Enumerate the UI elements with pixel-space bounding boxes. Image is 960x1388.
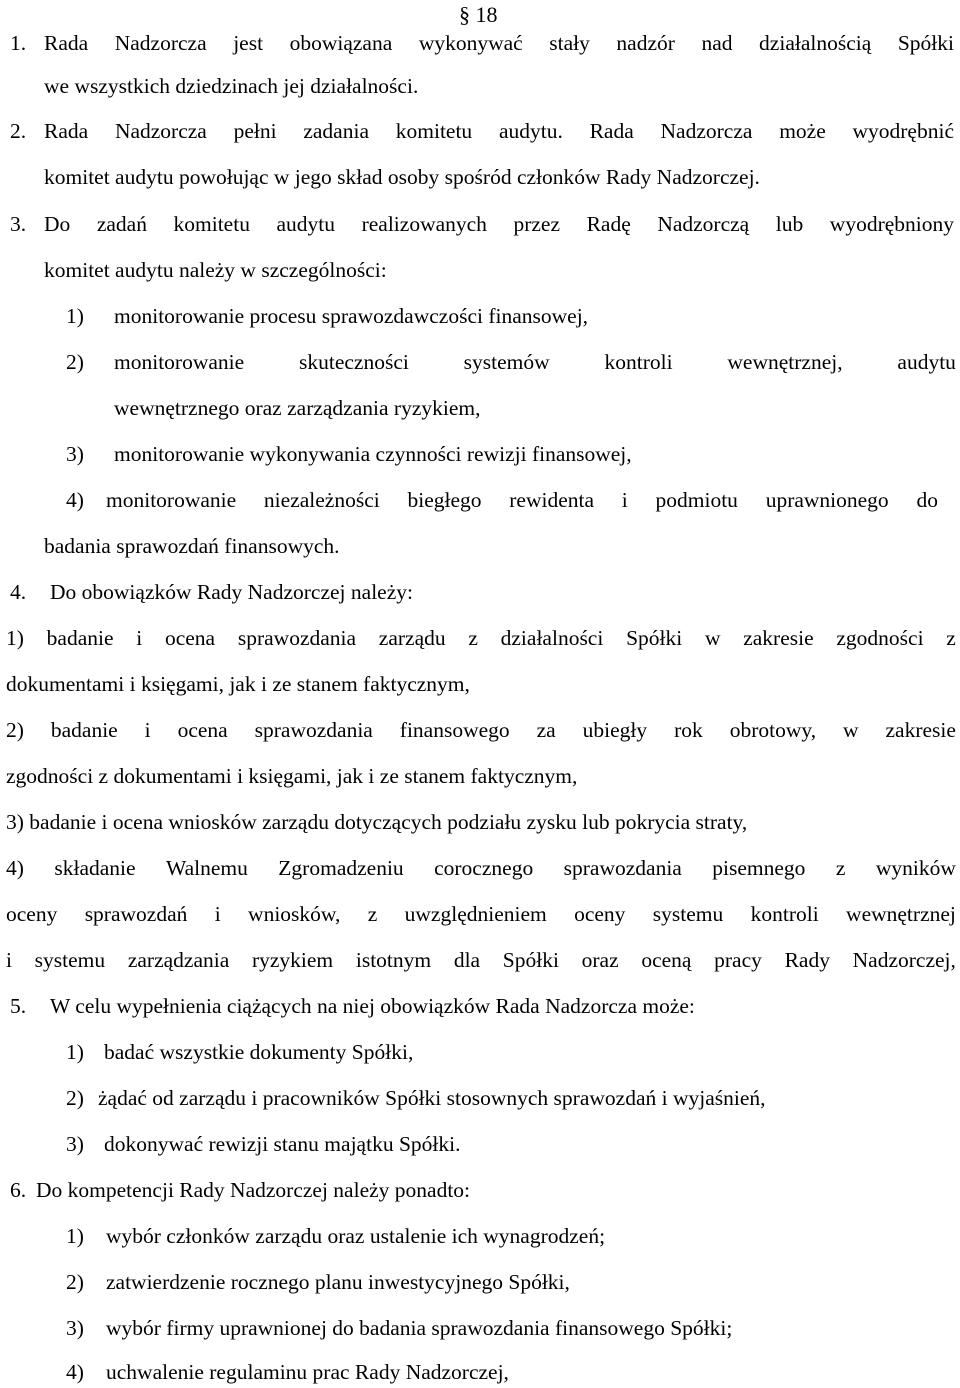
p3-item-3-text: monitorowanie wykonywania czynności rewizji finansowej, (114, 442, 632, 466)
p6-item-1-number: 1) (66, 1224, 84, 1248)
p2-line-1: Rada Nadzorcza pełni zadania komitetu audytu. Rada Nadzorcza może wyodrębnić (44, 119, 954, 143)
p6-item-4-text: uchwalenie regulaminu prac Rady Nadzorczej, (106, 1360, 509, 1384)
p2-line-2: komitet audytu powołując w jego skład osoby spośród członków Rady Nadzorczej. (44, 165, 760, 189)
p4-intro: Do obowiązków Rady Nadzorczej należy: (50, 580, 413, 604)
p4-number: 4. (10, 580, 27, 604)
p4-item-1-line-2: dokumentami i księgami, jak i ze stanem faktycznym, (6, 672, 470, 696)
p4-item-1-line-1: 1) badanie i ocena sprawozdania zarządu z działalności Spółki w zakresie zgodności z (6, 626, 956, 650)
p5-item-3-number: 3) (66, 1132, 84, 1156)
p6-intro: Do kompetencji Rady Nadzorczej należy ponadto: (36, 1178, 471, 1202)
section-heading (459, 4, 498, 26)
p4-item-4-line-2: oceny sprawozdań i wniosków, z uwzględnieniem oceny systemu kontroli wewnętrznej (6, 902, 956, 926)
p3-item-4-number: 4) (66, 488, 84, 512)
p5-item-2-text: żądać od zarządu i pracowników Spółki stosownych sprawozdań i wyjaśnień, (98, 1086, 766, 1110)
p6-item-3-number: 3) (66, 1316, 84, 1340)
p4-item-3-line-1: 3) badanie i ocena wniosków zarządu dotyczących podziału zysku lub pokrycia straty, (6, 810, 748, 834)
p3-item-1-number: 1) (66, 304, 84, 328)
p1-number: 1. (10, 31, 27, 55)
p1-line-1: Rada Nadzorcza jest obowiązana wykonywać stały nadzór nad działalnością Spółki (44, 31, 954, 55)
p2-number: 2. (10, 119, 27, 143)
p5-number: 5. (10, 994, 27, 1018)
p5-item-3-text: dokonywać rewizji stanu majątku Spółki. (104, 1132, 461, 1156)
p5-item-2-number: 2) (66, 1086, 84, 1110)
p6-item-1-text: wybór członków zarządu oraz ustalenie ich wynagrodzeń; (106, 1224, 606, 1248)
p3-line-1: Do zadań komitetu audytu realizowanych przez Radę Nadzorczą lub wyodrębniony (44, 212, 954, 236)
section-sign: § (459, 2, 470, 27)
p3-item-4-line-2: badania sprawozdań finansowych. (44, 534, 340, 558)
p3-item-2-line-1: monitorowanie skuteczności systemów kontroli wewnętrznej, audytu (114, 350, 956, 374)
p3-item-2-number: 2) (66, 350, 84, 374)
p3-item-3-number: 3) (66, 442, 84, 466)
p1-line-2: we wszystkich dziedzinach jej działalności. (44, 74, 419, 98)
p6-number: 6. (10, 1178, 27, 1202)
p3-item-1-text: monitorowanie procesu sprawozdawczości finansowej, (114, 304, 589, 328)
p4-item-2-line-1: 2) badanie i ocena sprawozdania finansowego za ubiegły rok obrotowy, w zakresie (6, 718, 956, 742)
p3-number: 3. (10, 212, 27, 236)
section-number: 18 (475, 2, 498, 27)
p3-item-4-line-1: monitorowanie niezależności biegłego rewidenta i podmiotu uprawnionego do (106, 488, 938, 512)
p6-item-4-number: 4) (66, 1360, 84, 1384)
p6-item-3-text: wybór firmy uprawnionej do badania sprawozdania finansowego Spółki; (106, 1316, 733, 1340)
p6-item-2-text: zatwierdzenie rocznego planu inwestycyjnego Spółki, (106, 1270, 570, 1294)
p4-item-4-line-1: 4) składanie Walnemu Zgromadzeniu corocznego sprawozdania pisemnego z wyników (6, 856, 956, 880)
p4-item-2-line-2: zgodności z dokumentami i księgami, jak i ze stanem faktycznym, (6, 764, 578, 788)
p6-item-2-number: 2) (66, 1270, 84, 1294)
p3-line-2: komitet audytu należy w szczególności: (44, 258, 387, 282)
p3-item-2-line-2: wewnętrznego oraz zarządzania ryzykiem, (114, 396, 481, 420)
p4-item-4-line-3: i systemu zarządzania ryzykiem istotnym dla Spółki oraz oceną pracy Rady Nadzorczej, (6, 948, 956, 972)
p5-item-1-number: 1) (66, 1040, 84, 1064)
p5-item-1-text: badać wszystkie dokumenty Spółki, (104, 1040, 414, 1064)
p5-intro: W celu wypełnienia ciążących na niej obowiązków Rada Nadzorcza może: (50, 994, 695, 1018)
